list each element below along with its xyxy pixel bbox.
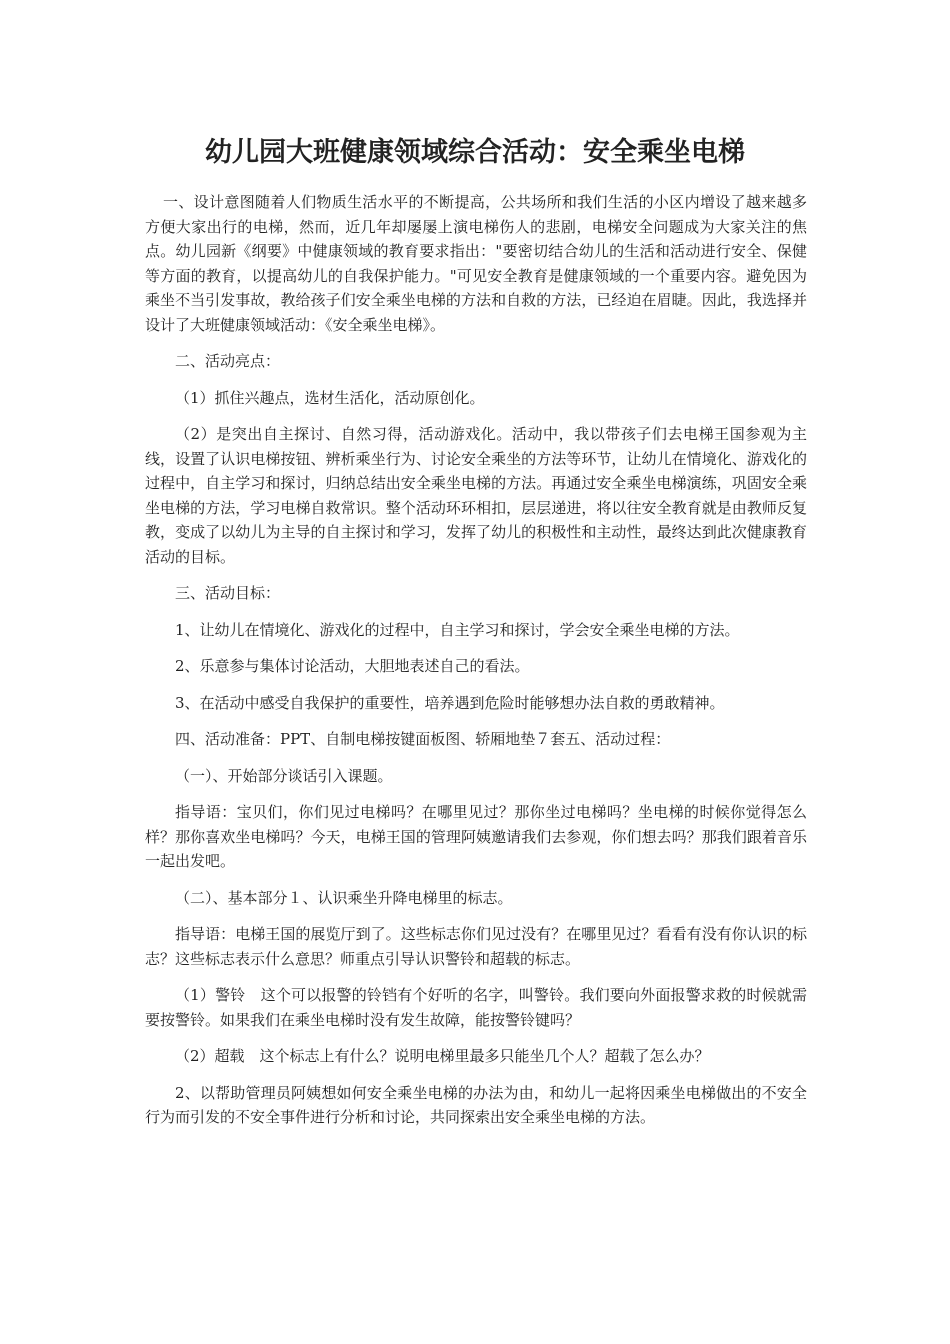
paragraph-highlight-1: （1）抓住兴趣点，选材生活化，活动原创化。 [175,388,485,407]
paragraph-guide-1: 指导语：宝贝们，你们见过电梯吗？在哪里见过？那你坐过电梯吗？坐电梯的时候你觉得怎么样？那你喜欢坐电梯吗？今天，电梯王国的管理阿姨邀请我们去参观，你们想去吗？那我们跟着音乐一起出发吧。 [145,803,807,870]
document-body [145,190,807,1142]
paragraph-part-2-heading: （二）、基本部分１、认识乘坐升降电梯里的标志。 [175,888,513,907]
paragraph-goals-heading: 三、活动目标： [175,584,281,602]
paragraph-goal-3: 3、在活动中感受自我保护的重要性，培养遇到危险时能够想办法自救的勇敢精神。 [175,693,725,712]
paragraph-guide-2: 指导语：电梯王国的展览厅到了。这些标志你们见过没有？在哪里见过？看看有没有你认识的标志？这些标志表示什么意思？师重点引导认识警铃和超载的标志。 [145,925,807,968]
paragraph-design-intent: 一、设计意图随着人们物质生活水平的不断提高，公共场所和我们生活的小区内增设了越来越多方便大家出行的电梯，然而，近几年却屡屡上演电梯伤人的悲剧，电梯安全问题成为大家关注的焦点。幼儿园新《纲要》中健康领域的教育要求指出："要密切结合幼儿的生活和活动进行安全、保健等方面的教育，以提高幼儿的自我保护能力。"可见安全教育是健康领域的一个重要内容。避免因为乘坐不当引发事故，教给孩子们安全乘坐电梯的方法和自救的方法，已经迫在眉睫。因此，我选择并设计了大班健康领域活动：《安全乘坐电梯》。 [145,193,807,334]
paragraph-safe-methods: 2、以帮助管理员阿姨想如何安全乘坐电梯的办法为由，和幼儿一起将因乘坐电梯做出的不安全行为而引发的不安全事件进行分析和讨论，共同探索出安全乘坐电梯的方法。 [145,1083,807,1126]
paragraph-goal-2: 2、乐意参与集体讨论活动，大胆地表述自己的看法。 [175,657,530,675]
paragraph-goal-1: 1、让幼儿在情境化、游戏化的过程中，自主学习和探讨，学会安全乘坐电梯的方法。 [175,620,740,639]
paragraph-highlight-2: （2）是突出自主探讨、自然习得，活动游戏化。活动中，我以带孩子们去电梯王国参观为主线，设置了认识电梯按钮、辨析乘坐行为、讨论安全乘坐的方法等环节，让幼儿在情境化、游戏化的过程中，自主学习和探讨，归纳总结出安全乘坐电梯的方法。再通过安全乘坐电梯演练，巩固安全乘坐电梯的方法，学习电梯自救常识。整个活动环环相扣，层层递进，将以往安全教育就是由教师反复教，变成了以幼儿为主导的自主探讨和学习，发挥了幼儿的积极性和主动性，最终达到此次健康教育活动的目标。 [145,425,807,566]
paragraph-highlights-heading: 二、活动亮点： [175,352,281,370]
paragraph-alarm-bell: （1）警铃 这个可以报警的铃铛有个好听的名字，叫警铃。我们要向外面报警求救的时候就需要按警铃。如果我们在乘坐电梯时没有发生故障，能按警铃键吗？ [145,986,807,1029]
document-title: 幼儿园大班健康领域综合活动：安全乘坐电梯 [205,137,745,168]
paragraph-preparation: 四、活动准备：PPT、自制电梯按键面板图、轿厢地垫７套五、活动过程： [175,730,671,748]
paragraph-overload: （2）超载 这个标志上有什么？说明电梯里最多只能坐几个人？超载了怎么办？ [175,1047,710,1065]
paragraph-part-1-heading: （一）、开始部分谈话引入课题。 [175,766,393,785]
